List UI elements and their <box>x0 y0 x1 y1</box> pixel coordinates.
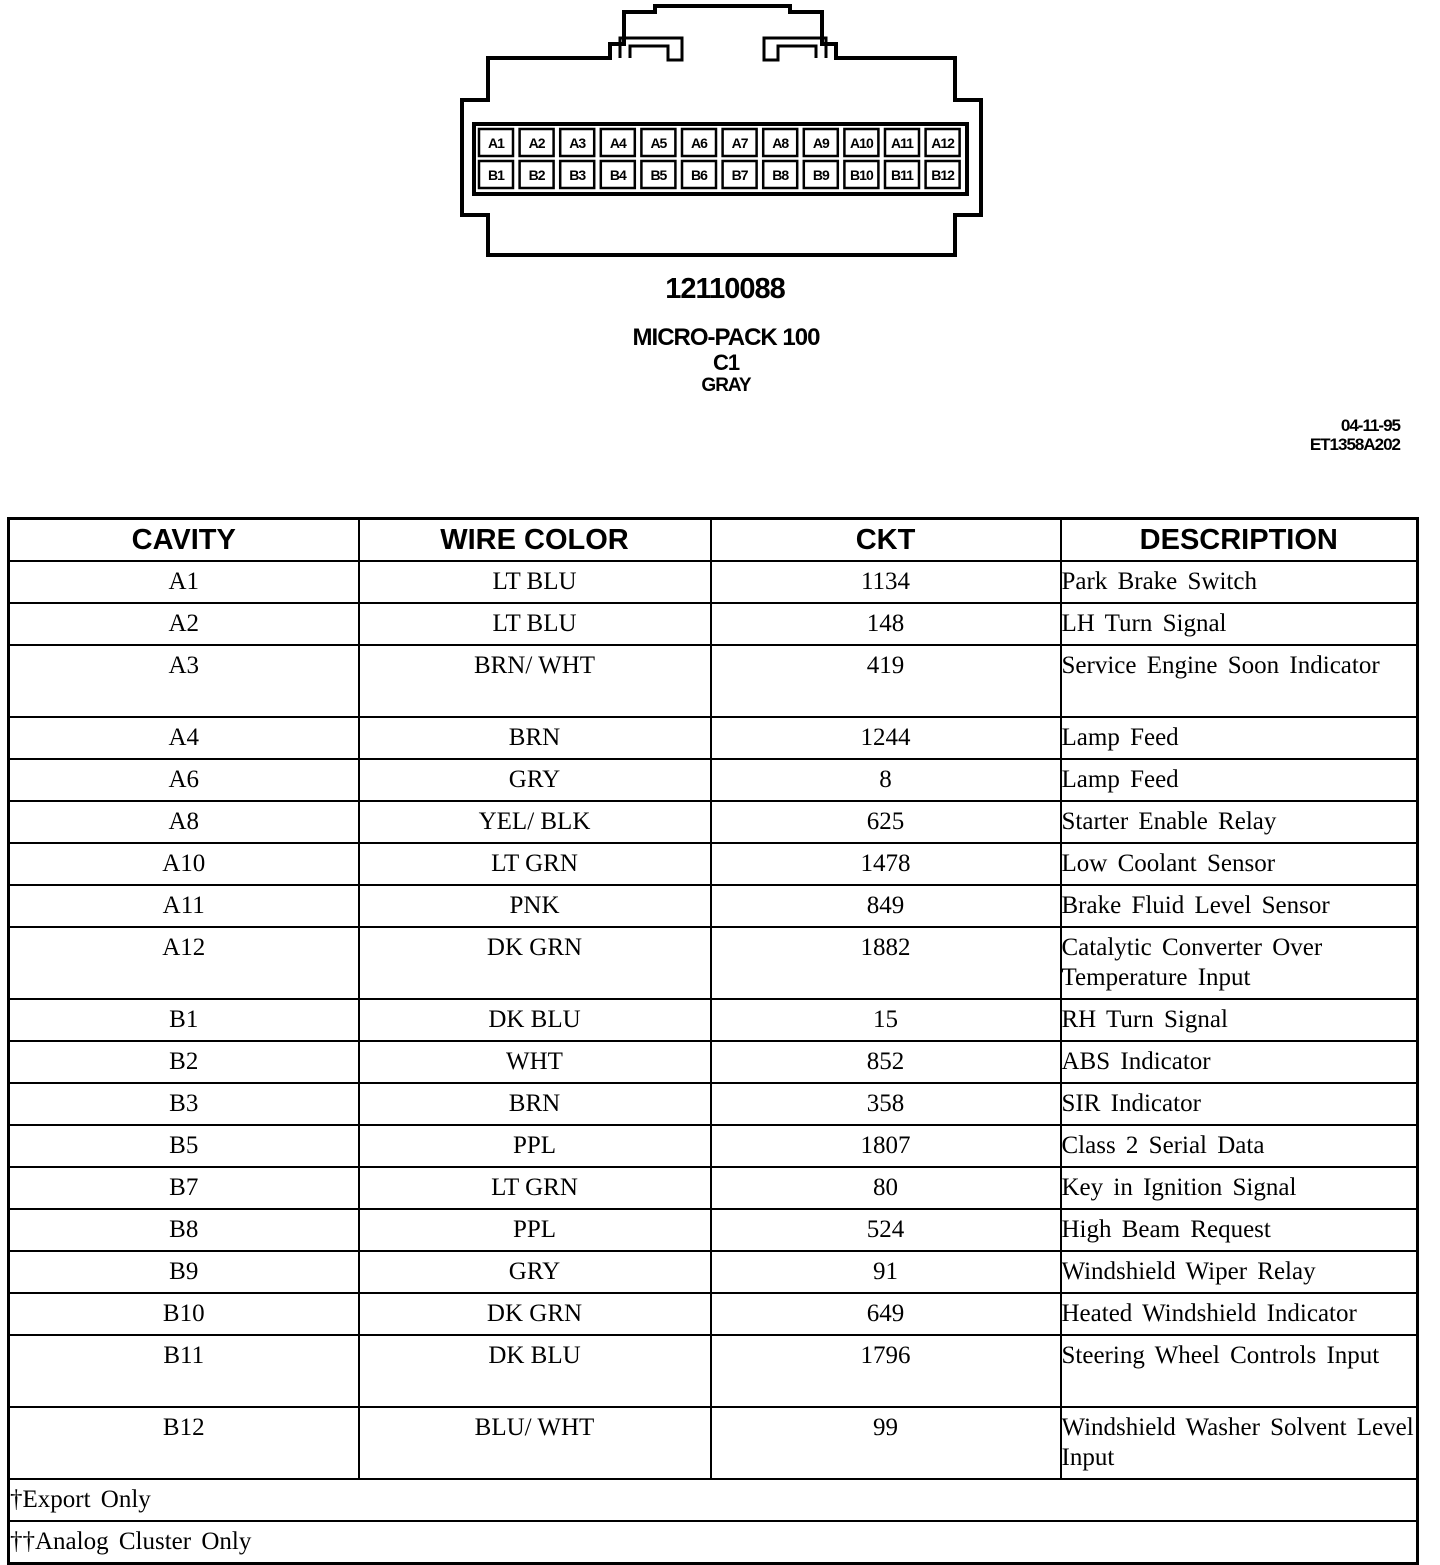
table-row <box>9 561 1418 603</box>
table-row <box>9 885 1418 927</box>
wire-color-cell: BLU/ WHT <box>359 1407 711 1479</box>
cavity-a11 <box>885 129 919 156</box>
table-row <box>9 645 1418 717</box>
cavity-cell: A12 <box>9 927 359 999</box>
footnote-analog-cluster-only: ††Analog Cluster Only <box>9 1521 1418 1564</box>
wire-color-cell: DK BLU <box>359 999 711 1041</box>
wire-color-cell: BRN <box>359 717 711 759</box>
cavity-label: A3 <box>569 135 586 151</box>
wire-color-cell: DK GRN <box>359 1293 711 1335</box>
cavity-label: A9 <box>812 135 829 151</box>
cavity-cell: A11 <box>9 885 359 927</box>
table-row <box>9 1125 1418 1167</box>
description-cell: Brake Fluid Level Sensor <box>1061 885 1418 927</box>
ckt-cell: 15 <box>711 999 1061 1041</box>
figure-id: ET1358A202 <box>1309 435 1400 454</box>
cavity-a4 <box>601 129 635 156</box>
wire-color-cell: WHT <box>359 1041 711 1083</box>
ckt-cell: 358 <box>711 1083 1061 1125</box>
cavity-cell: A2 <box>9 603 359 645</box>
cavity-label: B7 <box>731 167 748 183</box>
cavity-label: A2 <box>528 135 545 151</box>
ckt-cell: 148 <box>711 603 1061 645</box>
description-cell: Heated Windshield Indicator <box>1061 1293 1418 1335</box>
description-cell: ABS Indicator <box>1061 1041 1418 1083</box>
cavity-a6 <box>682 129 716 156</box>
ckt-cell: 8 <box>711 759 1061 801</box>
wire-color-cell: PPL <box>359 1125 711 1167</box>
wire-color-cell: BRN/ WHT <box>359 645 711 717</box>
cavity-label: A7 <box>731 135 748 151</box>
cavity-label: A1 <box>488 135 504 151</box>
description-cell: Starter Enable Relay <box>1061 801 1418 843</box>
connector-diagram <box>0 0 1440 270</box>
cavity-cell: A6 <box>9 759 359 801</box>
cavity-row-a <box>479 129 960 156</box>
description-cell: Low Coolant Sensor <box>1061 843 1418 885</box>
connector-part-number: 12110088 <box>665 273 785 305</box>
cavity-a7 <box>723 129 757 156</box>
cavity-cell: B5 <box>9 1125 359 1167</box>
table-row <box>9 801 1418 843</box>
cavity-label: B11 <box>891 167 913 183</box>
cavity-a3 <box>560 129 594 156</box>
description-cell: RH Turn Signal <box>1061 999 1418 1041</box>
table-row <box>9 1335 1418 1407</box>
ckt-cell: 1882 <box>711 927 1061 999</box>
wire-color-cell: DK BLU <box>359 1335 711 1407</box>
table-row <box>9 1083 1418 1125</box>
cavity-b1 <box>479 161 513 188</box>
cavity-cell: B10 <box>9 1293 359 1335</box>
wire-color-cell: LT GRN <box>359 1167 711 1209</box>
cavity-b3 <box>560 161 594 188</box>
cavity-cell: B7 <box>9 1167 359 1209</box>
cavity-label: A4 <box>609 135 626 151</box>
ckt-cell: 80 <box>711 1167 1061 1209</box>
pinout-table <box>7 517 1419 1565</box>
ckt-cell: 1807 <box>711 1125 1061 1167</box>
ckt-cell: 1478 <box>711 843 1061 885</box>
footnote-row <box>9 1521 1418 1564</box>
ckt-cell: 1134 <box>711 561 1061 603</box>
description-cell: Steering Wheel Controls Input <box>1061 1335 1418 1407</box>
table-row <box>9 1167 1418 1209</box>
wire-color-cell: PNK <box>359 885 711 927</box>
header-ckt: CKT <box>711 519 1061 562</box>
wire-color-cell: LT BLU <box>359 603 711 645</box>
footnote-row <box>9 1479 1418 1521</box>
cavity-b4 <box>601 161 635 188</box>
cavity-cell: A10 <box>9 843 359 885</box>
cavity-cell: B8 <box>9 1209 359 1251</box>
table-row <box>9 1251 1418 1293</box>
cavity-b9 <box>804 161 838 188</box>
cavity-cell: B12 <box>9 1407 359 1479</box>
cavity-label: B4 <box>609 167 626 183</box>
ckt-cell: 1796 <box>711 1335 1061 1407</box>
cavity-a12 <box>926 129 960 156</box>
wire-color-cell: GRY <box>359 1251 711 1293</box>
ckt-cell: 99 <box>711 1407 1061 1479</box>
wire-color-cell: DK GRN <box>359 927 711 999</box>
ckt-cell: 419 <box>711 645 1061 717</box>
table-row <box>9 1209 1418 1251</box>
table-header-row <box>9 519 1418 562</box>
cavity-label: B1 <box>488 167 504 183</box>
cavity-cell: A1 <box>9 561 359 603</box>
cavity-label: B3 <box>569 167 586 183</box>
table-row <box>9 717 1418 759</box>
ckt-cell: 625 <box>711 801 1061 843</box>
cavity-label: A6 <box>691 135 707 151</box>
description-cell: Park Brake Switch <box>1061 561 1418 603</box>
cavity-b12 <box>926 161 960 188</box>
cavity-b5 <box>641 161 675 188</box>
cavity-label: B2 <box>528 167 545 183</box>
cavity-row-b <box>479 161 960 188</box>
ckt-cell: 649 <box>711 1293 1061 1335</box>
cavity-label: A12 <box>931 135 954 151</box>
cavity-a8 <box>763 129 797 156</box>
table-row <box>9 603 1418 645</box>
cavity-cell: A4 <box>9 717 359 759</box>
cavity-a9 <box>804 129 838 156</box>
wire-color-cell: GRY <box>359 759 711 801</box>
table-row <box>9 927 1418 999</box>
header-description: DESCRIPTION <box>1061 519 1418 562</box>
description-cell: Class 2 Serial Data <box>1061 1125 1418 1167</box>
table-row <box>9 843 1418 885</box>
description-cell: Windshield Wiper Relay <box>1061 1251 1418 1293</box>
cavity-cell: B2 <box>9 1041 359 1083</box>
connector-id: C1 <box>712 350 740 375</box>
cavity-label: B12 <box>931 167 954 183</box>
cavity-b11 <box>885 161 919 188</box>
cavity-label: A8 <box>772 135 789 151</box>
table-row <box>9 759 1418 801</box>
wire-color-cell: LT GRN <box>359 843 711 885</box>
cavity-cell: B3 <box>9 1083 359 1125</box>
description-cell: Windshield Washer Solvent Level Input <box>1061 1407 1418 1479</box>
header-wire-color: WIRE COLOR <box>359 519 711 562</box>
cavity-b8 <box>763 161 797 188</box>
description-cell: Key in Ignition Signal <box>1061 1167 1418 1209</box>
wire-color-cell: YEL/ BLK <box>359 801 711 843</box>
cavity-cell: A8 <box>9 801 359 843</box>
wire-color-cell: LT BLU <box>359 561 711 603</box>
figure-date: 04-11-95 <box>1340 416 1400 435</box>
cavity-label: A5 <box>650 135 667 151</box>
cavity-a5 <box>641 129 675 156</box>
cavity-a1 <box>479 129 513 156</box>
ckt-cell: 852 <box>711 1041 1061 1083</box>
cavity-label: B6 <box>691 167 707 183</box>
cavity-label: B10 <box>850 167 873 183</box>
cavity-b6 <box>682 161 716 188</box>
cavity-cell: B9 <box>9 1251 359 1293</box>
cavity-cell: B11 <box>9 1335 359 1407</box>
cavity-b7 <box>723 161 757 188</box>
description-cell: Lamp Feed <box>1061 717 1418 759</box>
description-cell: LH Turn Signal <box>1061 603 1418 645</box>
table-row <box>9 1407 1418 1479</box>
wire-color-cell: PPL <box>359 1209 711 1251</box>
wire-color-cell: BRN <box>359 1083 711 1125</box>
ckt-cell: 91 <box>711 1251 1061 1293</box>
cavity-cell: A3 <box>9 645 359 717</box>
cavity-cell: B1 <box>9 999 359 1041</box>
cavity-label: B9 <box>812 167 829 183</box>
ckt-cell: 849 <box>711 885 1061 927</box>
description-cell: Catalytic Converter Over Temperature Input <box>1061 927 1418 999</box>
cavity-a2 <box>520 129 554 156</box>
description-cell: Lamp Feed <box>1061 759 1418 801</box>
cavity-b10 <box>844 161 878 188</box>
footnote-export-only: †Export Only <box>9 1479 1418 1521</box>
cavity-label: B5 <box>650 167 667 183</box>
header-cavity: CAVITY <box>9 519 359 562</box>
cavity-label: A10 <box>850 135 873 151</box>
cavity-label: B8 <box>772 167 789 183</box>
table-row <box>9 1293 1418 1335</box>
connector-color: GRAY <box>701 375 751 396</box>
description-cell: SIR Indicator <box>1061 1083 1418 1125</box>
cavity-b2 <box>520 161 554 188</box>
description-cell: High Beam Request <box>1061 1209 1418 1251</box>
table-row <box>9 1041 1418 1083</box>
table-row <box>9 999 1418 1041</box>
connector-name: MICRO-PACK 100 <box>632 324 820 351</box>
cavity-label: A11 <box>891 135 913 151</box>
ckt-cell: 1244 <box>711 717 1061 759</box>
ckt-cell: 524 <box>711 1209 1061 1251</box>
description-cell: Service Engine Soon Indicator <box>1061 645 1418 717</box>
cavity-a10 <box>844 129 878 156</box>
